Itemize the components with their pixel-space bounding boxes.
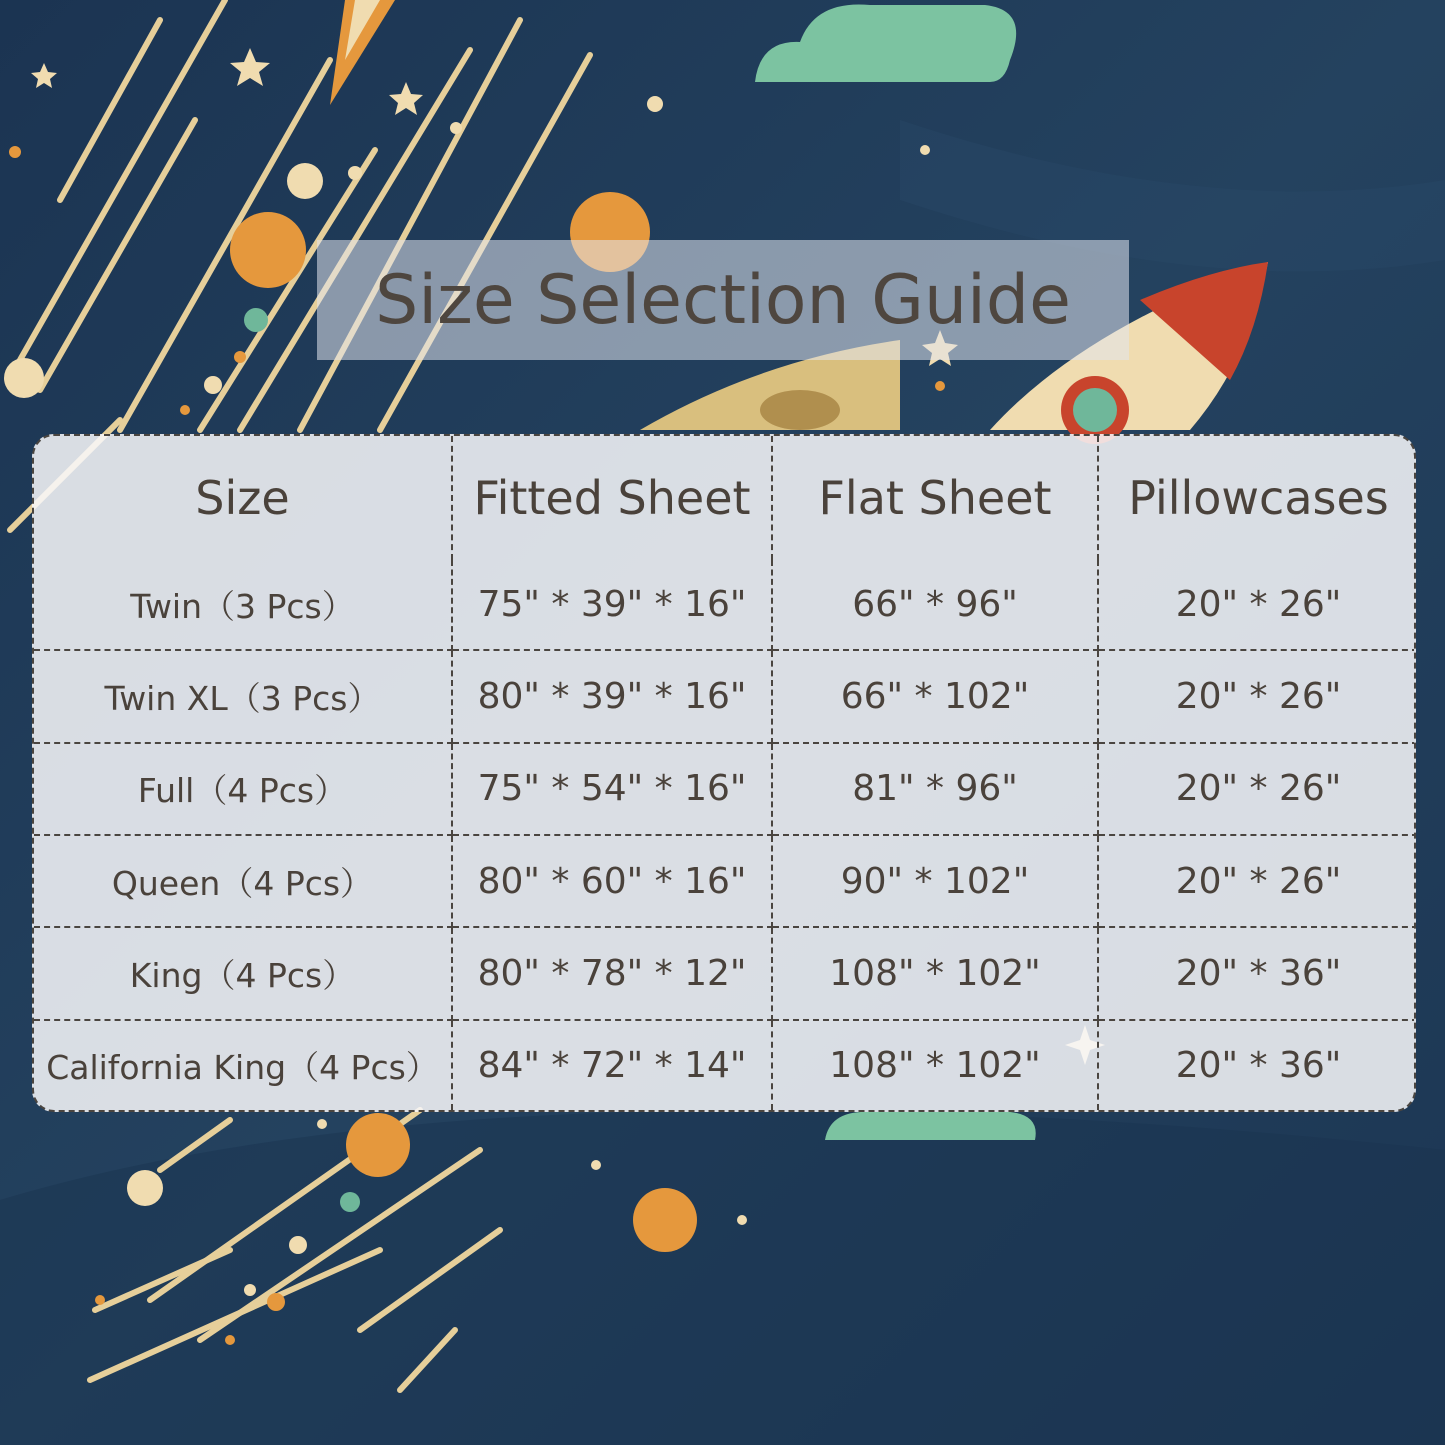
flat-cell: 108" * 102" — [772, 1020, 1098, 1110]
fitted-cell: 80" * 78" * 12" — [452, 927, 772, 1019]
flat-cell: 90" * 102" — [772, 835, 1098, 927]
flat-cell: 81" * 96" — [772, 743, 1098, 835]
header-fitted-sheet: Fitted Sheet — [452, 436, 772, 560]
table-row — [34, 835, 1416, 927]
size-cell: Queen（4 Pcs） — [34, 835, 452, 927]
header-size: Size — [34, 436, 452, 560]
table-row — [34, 1020, 1416, 1110]
flat-cell: 66" * 96" — [772, 560, 1098, 650]
size-table — [32, 434, 1416, 1112]
size-cell: California King（4 Pcs） — [34, 1020, 452, 1110]
flat-cell: 108" * 102" — [772, 927, 1098, 1019]
flat-cell: 66" * 102" — [772, 650, 1098, 742]
size-cell: King（4 Pcs） — [34, 927, 452, 1019]
pillow-cell: 20" * 36" — [1175, 1044, 1342, 1086]
table-row — [34, 927, 1416, 1019]
size-table-grid — [34, 436, 1416, 1110]
fitted-cell: 80" * 39" * 16" — [452, 650, 772, 742]
cloud-shape-bottom — [825, 1112, 1036, 1140]
table-row — [34, 743, 1416, 835]
title-banner — [317, 240, 1129, 360]
fitted-cell: 75" * 54" * 16" — [452, 743, 772, 835]
table-row — [34, 650, 1416, 742]
size-cell: Twin XL（3 Pcs） — [34, 650, 452, 742]
pillow-cell: 20" * 26" — [1098, 560, 1416, 650]
header-pillowcases: Pillowcases — [1128, 471, 1389, 525]
pillow-cell: 20" * 26" — [1098, 835, 1416, 927]
fitted-cell: 84" * 72" * 14" — [452, 1020, 772, 1110]
table-header-row — [34, 436, 1416, 560]
fitted-cell: 80" * 60" * 16" — [452, 835, 772, 927]
pillow-cell: 20" * 26" — [1098, 650, 1416, 742]
page-title: Size Selection Guide — [375, 260, 1071, 340]
table-row — [34, 560, 1416, 650]
pillow-cell: 20" * 36" — [1098, 927, 1416, 1019]
size-cell: Twin（3 Pcs） — [34, 560, 452, 650]
size-cell: Full（4 Pcs） — [34, 743, 452, 835]
pillow-cell: 20" * 26" — [1098, 743, 1416, 835]
header-flat-sheet: Flat Sheet — [772, 436, 1098, 560]
fitted-cell: 75" * 39" * 16" — [452, 560, 772, 650]
